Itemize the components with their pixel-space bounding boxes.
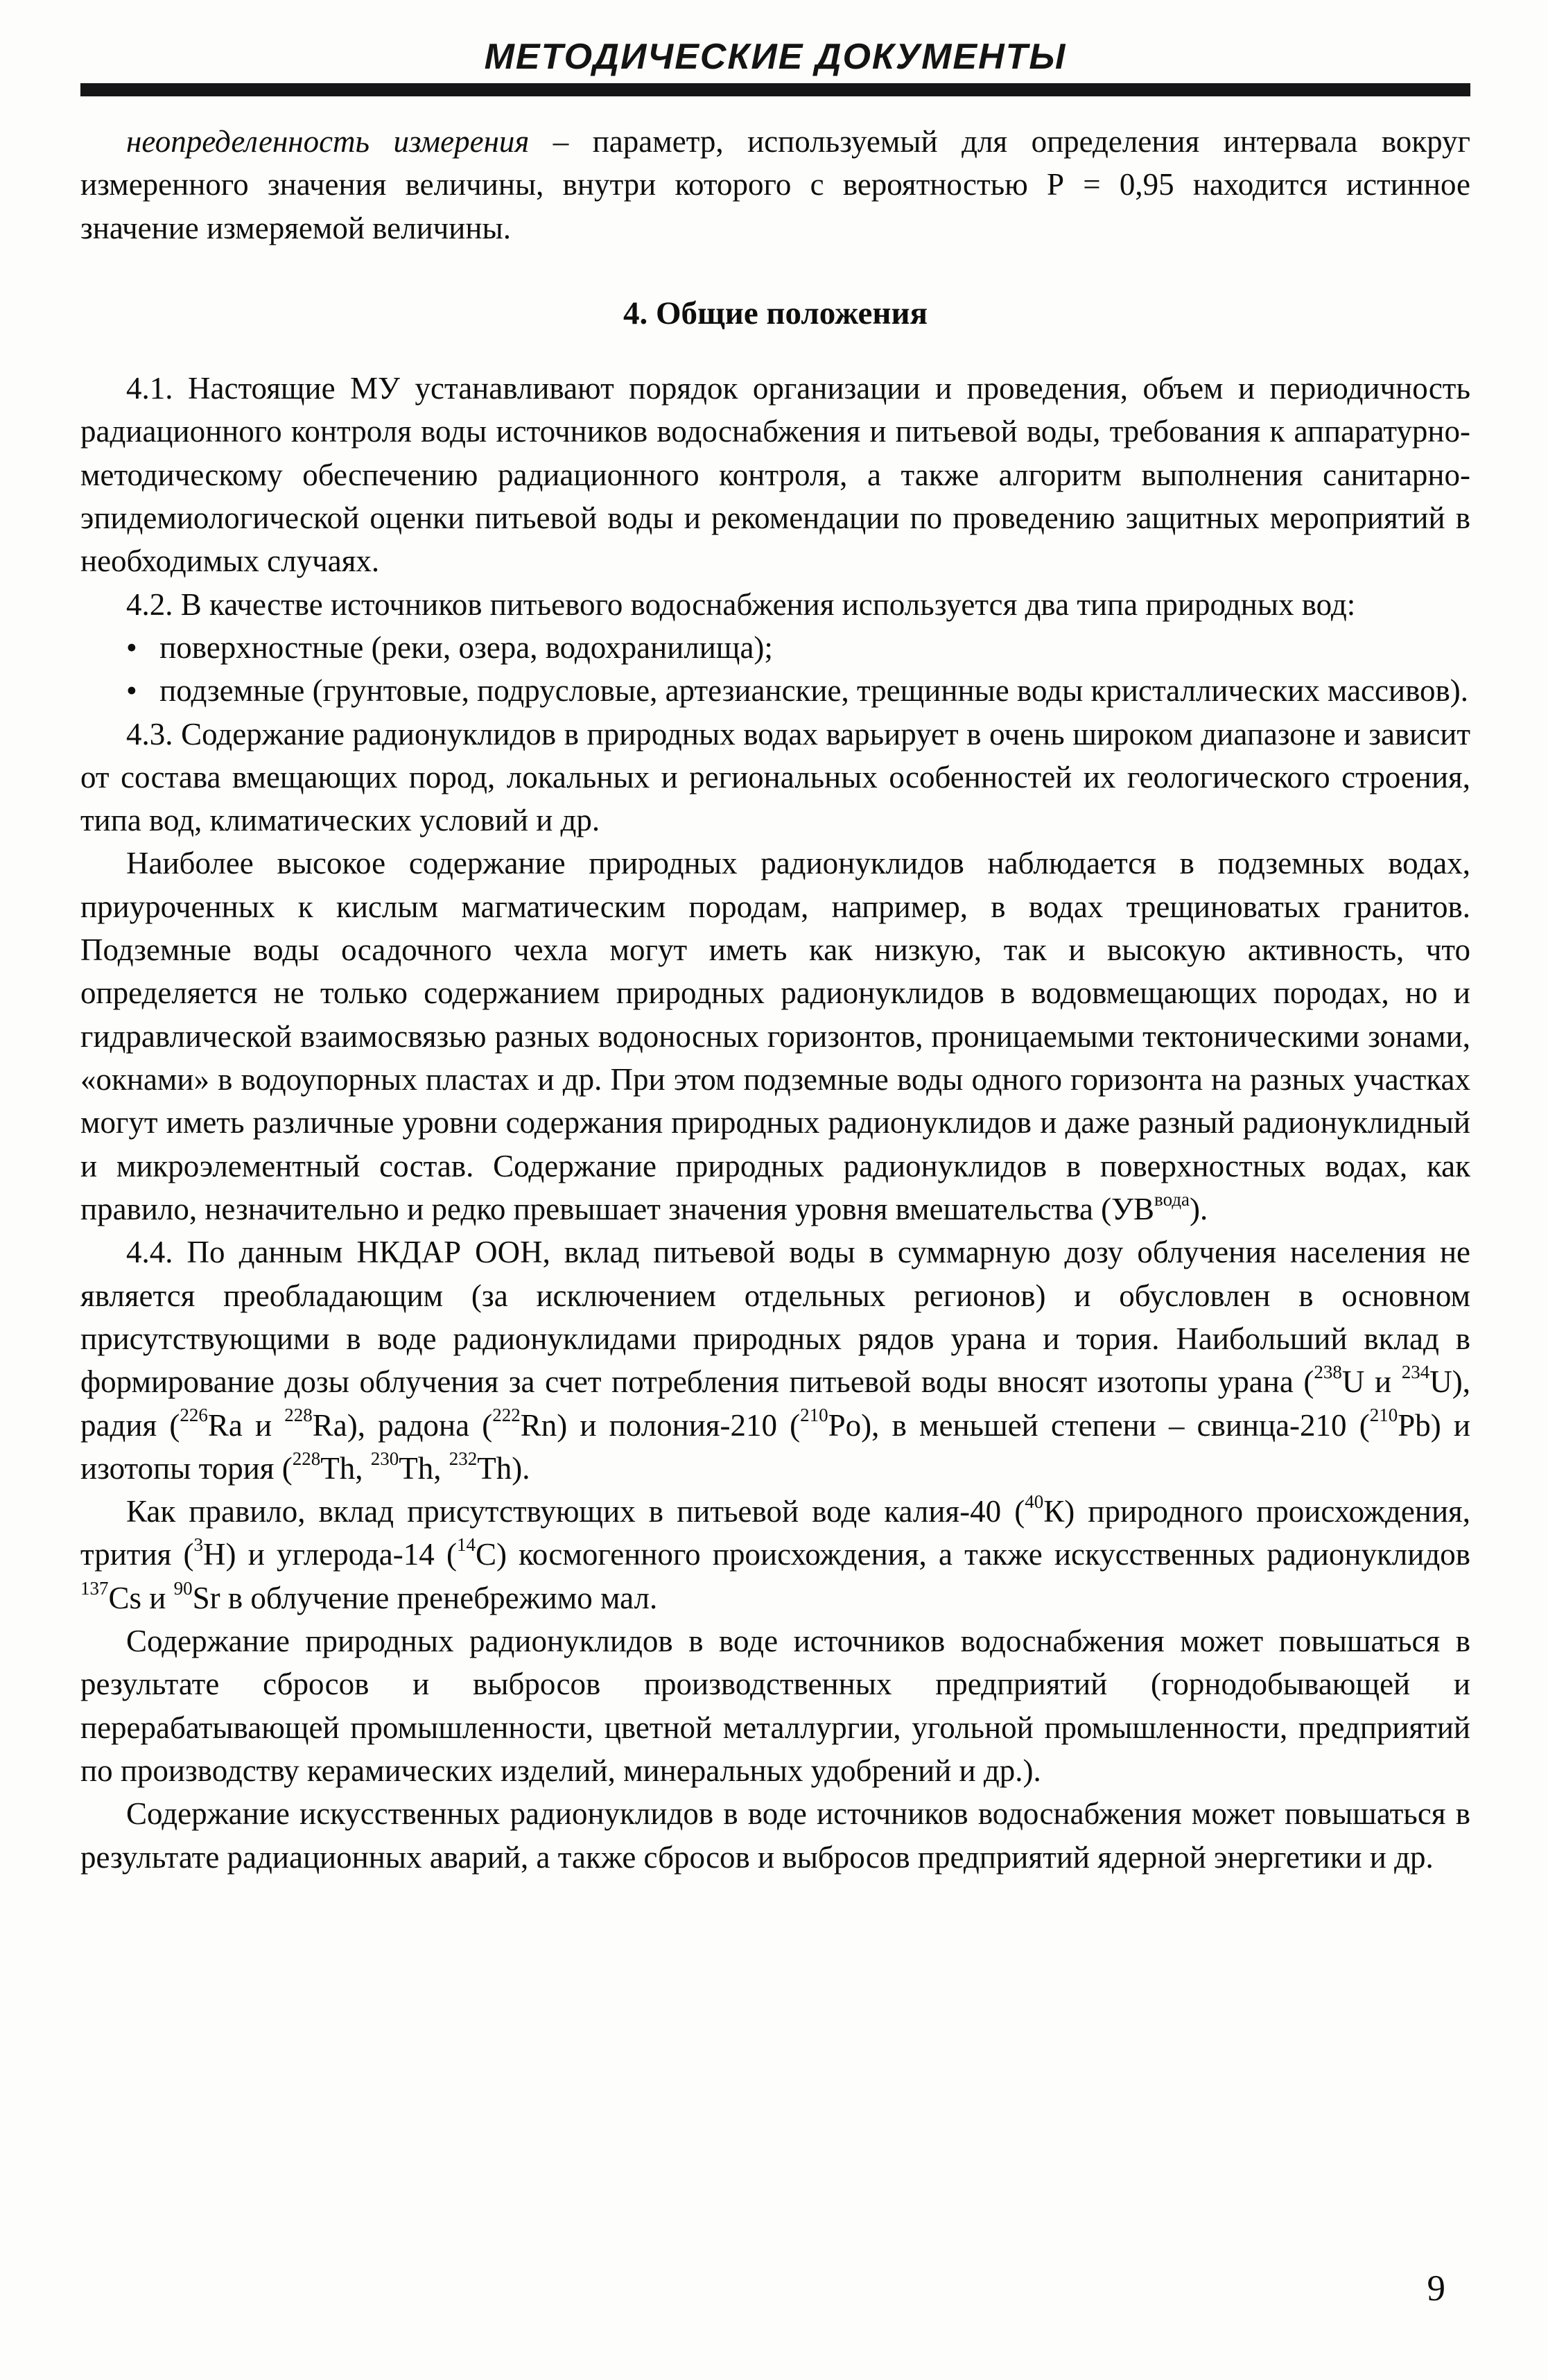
document-header-title: МЕТОДИЧЕСКИЕ ДОКУМЕНТЫ bbox=[484, 37, 1067, 77]
superscript: 137 bbox=[80, 1577, 109, 1599]
page-header bbox=[80, 36, 1470, 96]
paragraph bbox=[80, 120, 1470, 250]
paragraph bbox=[80, 1231, 1470, 1490]
superscript: 228 bbox=[292, 1448, 321, 1469]
bullet-item bbox=[80, 626, 1470, 669]
header-rule bbox=[80, 83, 1470, 96]
superscript: вода bbox=[1154, 1188, 1190, 1210]
text-run: U и bbox=[1341, 1364, 1402, 1400]
paragraph bbox=[80, 1792, 1470, 1879]
superscript: 210 bbox=[1369, 1405, 1398, 1426]
text-run: Th). bbox=[477, 1450, 530, 1486]
text-run: Cs и bbox=[108, 1580, 174, 1615]
text-run: Содержание искусственных радионуклидов в воде источников водоснабжения может повышаться в результате радиационных аварий, а также сбросов и выбросов предприятий ядерной энергетики и др. bbox=[80, 1796, 1470, 1875]
superscript: 222 bbox=[492, 1405, 521, 1426]
superscript: 238 bbox=[1314, 1362, 1342, 1383]
paragraph bbox=[80, 842, 1470, 1231]
text-run: К) природного происхождения, трития ( bbox=[80, 1494, 1470, 1572]
superscript: 232 bbox=[449, 1448, 478, 1469]
text-run: поверхностные (реки, озера, водохранилища); bbox=[159, 629, 773, 665]
text-run: ). bbox=[1190, 1191, 1208, 1226]
text-run: Как правило, вклад присутствующих в питьевой воде калия-40 ( bbox=[126, 1494, 1025, 1529]
text-run: 4. Общие положения bbox=[623, 295, 928, 331]
superscript: 40 bbox=[1025, 1491, 1044, 1513]
text-run: подземные (грунтовые, подрусловые, артезианские, трещинные воды кристаллических массивов). bbox=[159, 673, 1469, 709]
superscript: 234 bbox=[1401, 1362, 1430, 1383]
text-run: Ra), радона ( bbox=[312, 1407, 493, 1443]
paragraph bbox=[80, 583, 1470, 626]
superscript: 14 bbox=[456, 1534, 476, 1556]
text-run: – параметр, используемый для определения интервала вокруг измеренного значения величины, внутри которого с вероятностью Р = 0,95 находится истинное значение измеряемой величины. bbox=[80, 124, 1470, 245]
emphasis-text: неопределенность измерения bbox=[126, 124, 530, 159]
text-run: Н) и углерода-14 ( bbox=[202, 1537, 457, 1572]
paragraph bbox=[80, 1490, 1470, 1619]
text-run: Th, bbox=[320, 1450, 371, 1486]
text-run: 4.2. В качестве источников питьевого водоснабжения используется два типа природных вод: bbox=[126, 587, 1356, 622]
text-run: 4.3. Содержание радионуклидов в природных водах варьирует в очень широком диапазоне и зависит от состава вмещающих пород, локальных и региональных особенностей их геологического строения, типа вод, климатических условий и др. bbox=[80, 716, 1470, 838]
page-number: 9 bbox=[1427, 2268, 1445, 2309]
paragraph bbox=[80, 367, 1470, 583]
paragraph bbox=[80, 1619, 1470, 1792]
text-run: U), радия ( bbox=[80, 1364, 1470, 1443]
bullet-marker: • bbox=[126, 629, 137, 665]
text-run: Sr в облучение пренебрежимо мал. bbox=[192, 1580, 658, 1615]
superscript: 3 bbox=[193, 1534, 203, 1556]
superscript: 228 bbox=[284, 1405, 313, 1426]
paragraph bbox=[80, 713, 1470, 842]
text-run: Содержание природных радионуклидов в воде источников водоснабжения может повышаться в результате сбросов и выбросов производственных предприятий (горнодобывающей и перерабатывающей промышленности, цветной металлургии, угольной промышленности, предприятий по производству керамических изделий, минеральных удобрений и др.). bbox=[80, 1624, 1470, 1789]
text-run: С) космогенного происхождения, а также искусственных радионуклидов bbox=[475, 1537, 1470, 1572]
superscript: 90 bbox=[173, 1577, 193, 1599]
text-run: 4.1. Настоящие МУ устанавливают порядок организации и проведения, объем и периодичность радиационного контроля воды источников водоснабжения и питьевой воды, требования к аппаратурно-методическому обеспечению радиационного контроля, а также алгоритм выполнения санитарно-эпидемиологической оценки питьевой воды и рекомендации по проведению защитных мероприятий в необходимых случаях. bbox=[80, 371, 1470, 579]
document-body bbox=[80, 120, 1470, 1879]
section-heading bbox=[80, 291, 1470, 336]
text-run: Th, bbox=[399, 1450, 449, 1486]
text-run: Rn) и полония-210 ( bbox=[520, 1407, 801, 1443]
superscript: 226 bbox=[180, 1405, 208, 1426]
bullet-item bbox=[80, 669, 1470, 712]
bullet-marker: • bbox=[126, 673, 137, 709]
text-run: Po), в меньшей степени – свинца-210 ( bbox=[828, 1407, 1370, 1443]
superscript: 210 bbox=[800, 1405, 828, 1426]
superscript: 230 bbox=[370, 1448, 399, 1469]
text-run: Наиболее высокое содержание природных радионуклидов наблюдается в подземных водах, приуроченных к кислым магматическим породам, например, в водах трещиноватых гранитов. Подземные воды осадочного чехла могут иметь как низкую, так и высокую активность, что определяется не только содержанием природных радионуклидов в водовмещающих породах, но и гидравлической взаимосвязью разных водоносных горизонтов, проницаемыми тектоническими зонами, «окнами» в водоупорных пластах и др. При этом подземные воды одного горизонта на разных участках могут иметь различные уровни содержания природных радионуклидов и даже разный радионуклидный и микроэлементный состав. Содержание природных радионуклидов в поверхностных водах, как правило, незначительно и редко превышает значения уровня вмешательства (УВ bbox=[80, 846, 1470, 1226]
text-run: 4.4. По данным НКДАР ООН, вклад питьевой воды в суммарную дозу облучения населения не является преобладающим (за исключением отдельных регионов) и обусловлен в основном присутствующими в воде радионуклидами природных рядов урана и тория. Наибольший вклад в формирование дозы облучения за счет потребления питьевой воды вносят изотопы урана ( bbox=[80, 1235, 1470, 1400]
text-run: Ra и bbox=[207, 1407, 285, 1443]
text-run: Pb) и изотопы тория ( bbox=[80, 1407, 1470, 1486]
